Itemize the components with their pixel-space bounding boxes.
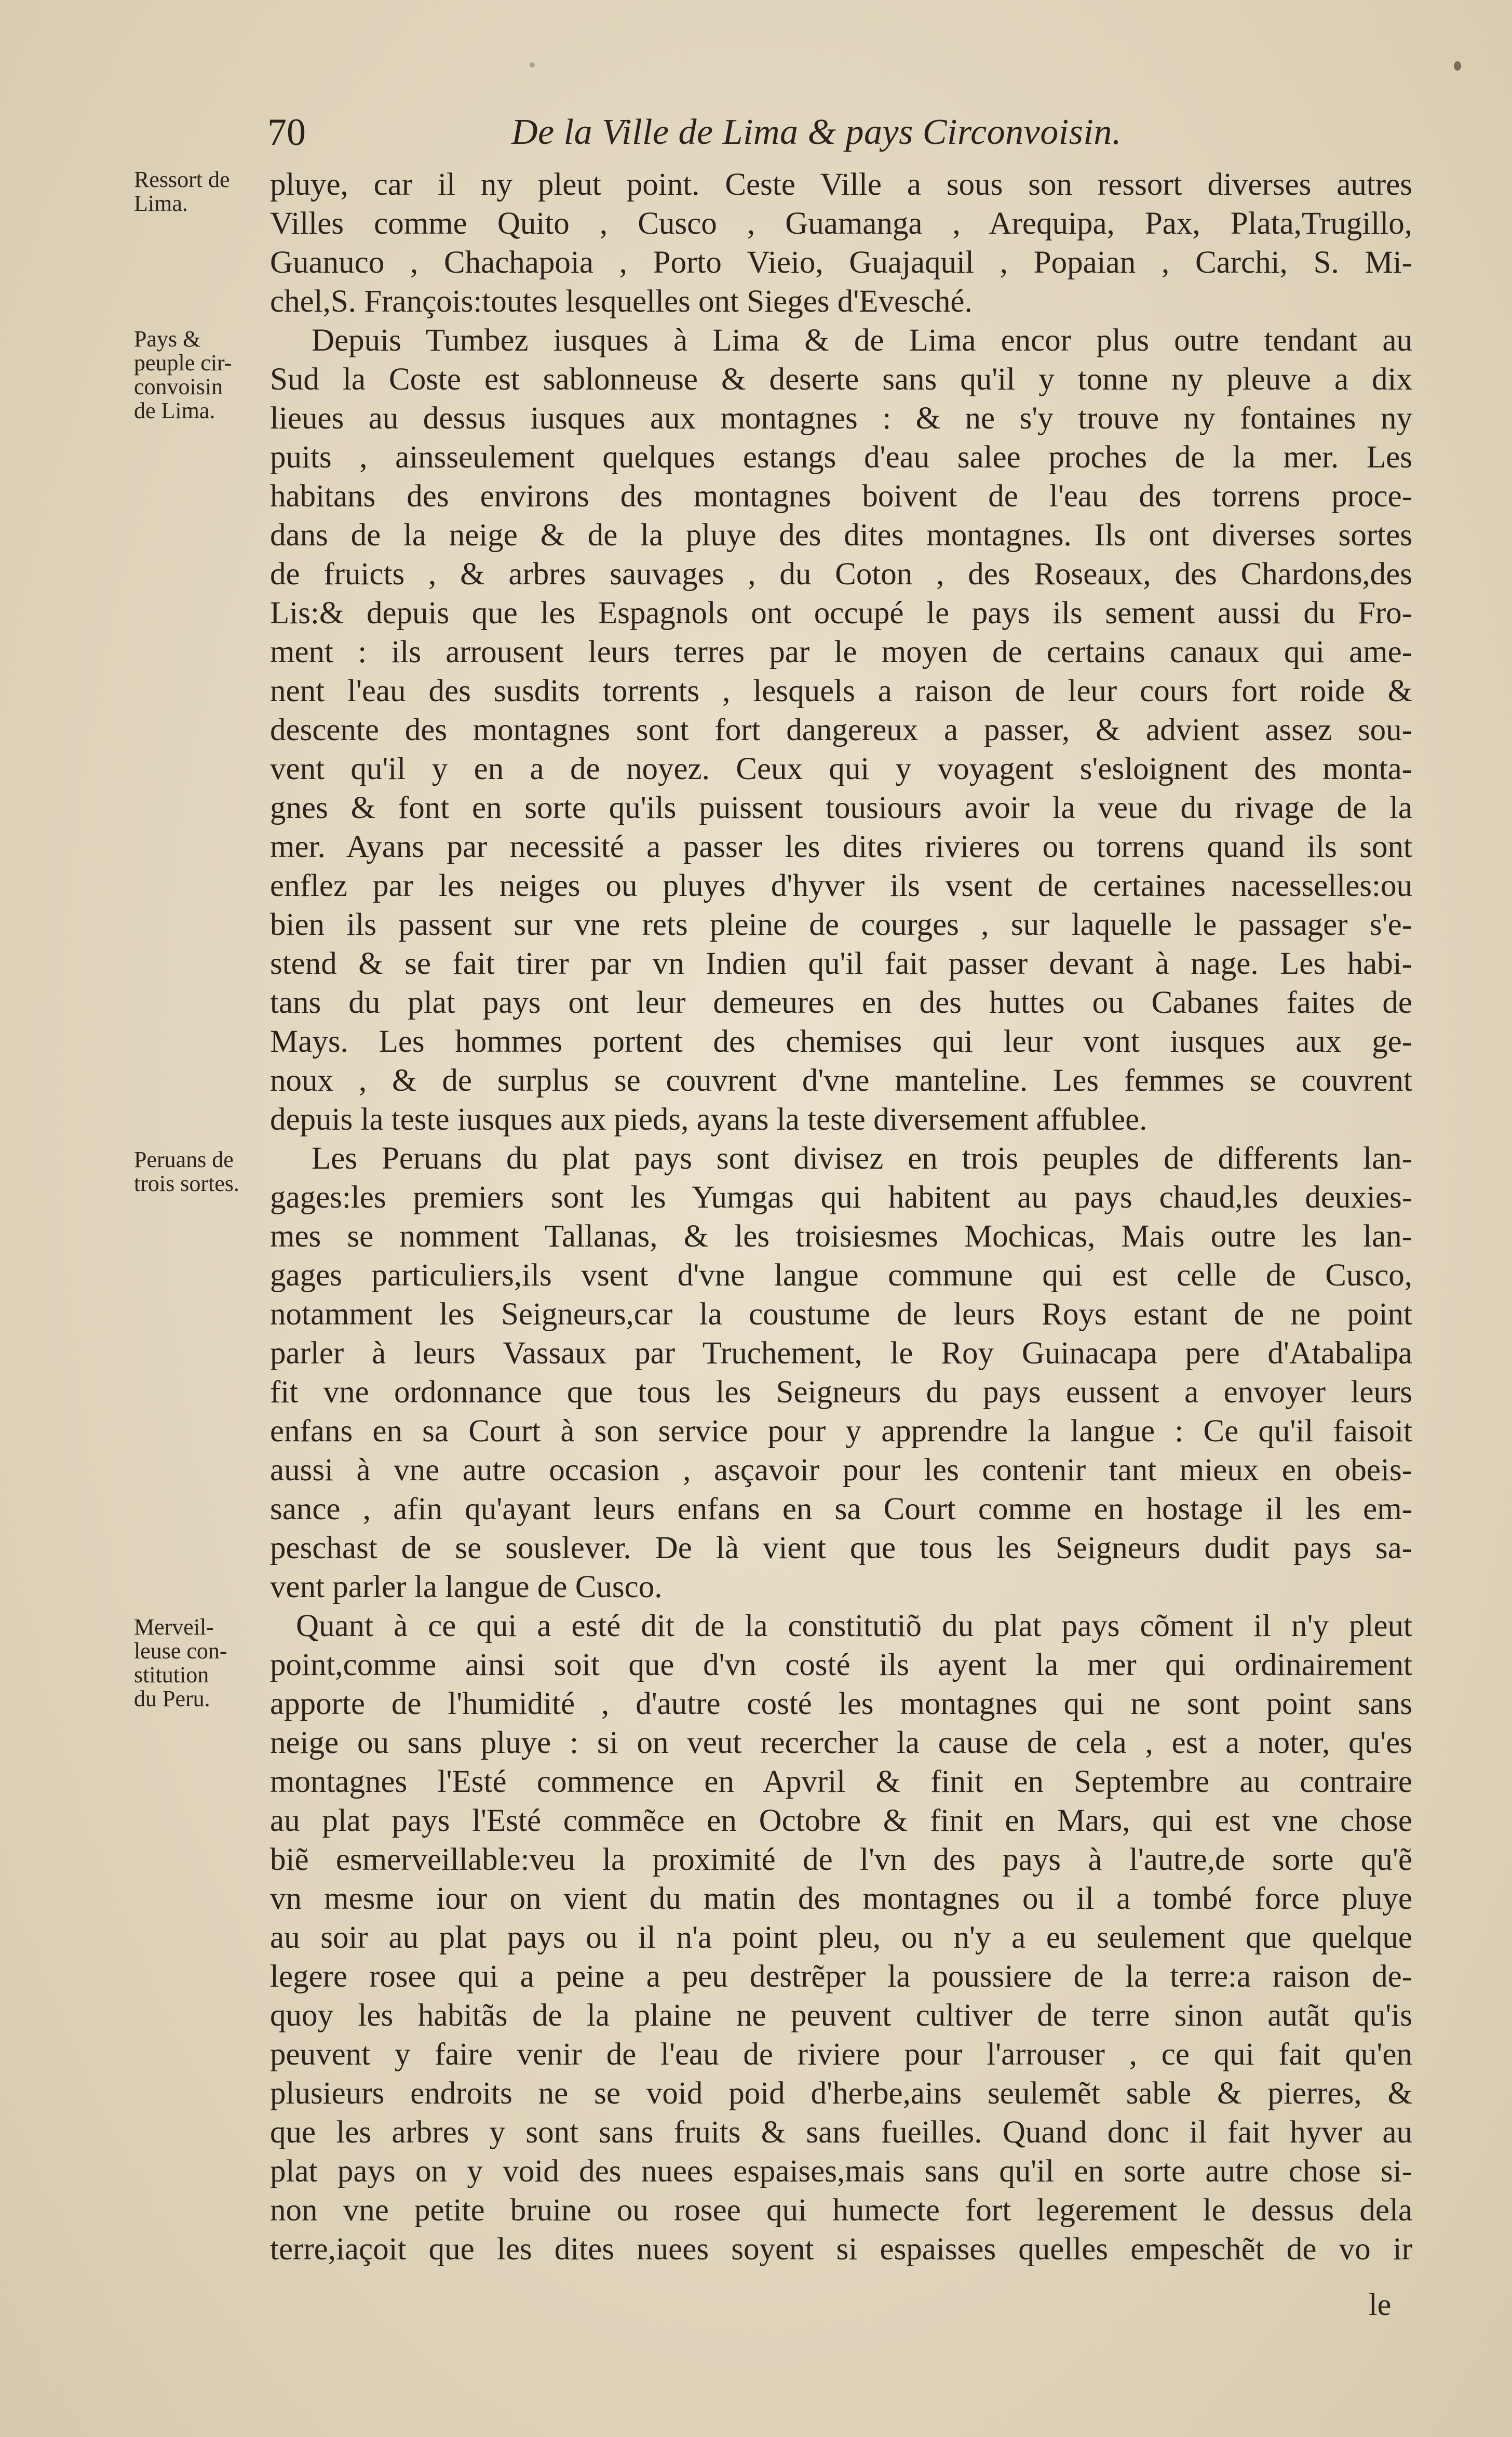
text-line: descente des montagnes sont fort dangereux a passer, & advient assez sou-: [270, 713, 1412, 747]
text-line: vn mesme iour on vient du matin des montagnes ou il a tombé force pluye: [270, 1881, 1412, 1916]
ink-speck: [530, 62, 535, 68]
margin-note-merveilleuse: Merveil- leuse con- stitution du Peru.: [134, 1614, 227, 1711]
text-line: depuis la teste iusques aux pieds, ayans la teste diversement affublee.: [270, 1102, 1148, 1137]
text-line: stend & se fait tirer par vn Indien qu'il fait passer devant à nage. Les habi-: [270, 946, 1412, 981]
text-line: que les arbres y sont sans fruits & sans fueilles. Quand donc il fait hyver au: [270, 2115, 1412, 2150]
text-line: gages particuliers,ils vsent d'vne langue commune qui est celle de Cusco,: [270, 1258, 1412, 1293]
text-line: Guanuco , Chachapoia , Porto Vieio, Guajaquil , Popaian , Carchi, S. Mi-: [270, 245, 1412, 280]
text-line: parler à leurs Vassaux par Truchement, le Roy Guinacapa pere d'Atabalipa: [270, 1336, 1412, 1371]
text-line: peschast de se souslever. De là vient que tous les Seigneurs dudit pays sa-: [270, 1531, 1412, 1565]
text-line: noux , & de surplus se couvrent d'vne manteline. Les femmes se couvrent: [270, 1063, 1412, 1098]
text-line: nent l'eau des susdits torrents , lesquels a raison de leur cours fort roide &: [270, 674, 1412, 708]
text-line: point,comme ainsi soit que d'vn costé ils ayent la mer qui ordinairement: [270, 1648, 1412, 1682]
catchword: le: [1369, 2287, 1392, 2322]
margin-note-pays: Pays & peuple cir- convoisin de Lima.: [134, 326, 232, 423]
text-line: enflez par les neiges ou pluyes d'hyver ils vsent de certaines nacesselles:ou: [270, 868, 1412, 903]
text-line: Lis:& depuis que les Espagnols ont occupé le pays ils sement aussi du Fro-: [270, 596, 1412, 631]
text-line: puits , ainsseulement quelques estangs d'eau salee proches de la mer. Les: [270, 440, 1412, 475]
text-line: ment : ils arrousent leurs terres par le moyen de certains canaux qui ame-: [270, 635, 1412, 669]
text-line: apporte de l'humidité , d'autre costé les montagnes qui ne sont point sans: [270, 1686, 1412, 1721]
page-number: 70: [267, 111, 306, 154]
text-line: sance , afin qu'ayant leurs enfans en sa Court comme en hostage il les em-: [270, 1492, 1412, 1527]
text-line: quoy les habitãs de la plaine ne peuvent cultiver de terre sinon autãt qu'is: [270, 1998, 1412, 2033]
text-line: Depuis Tumbez iusques à Lima & de Lima encor plus outre tendant au: [312, 323, 1412, 358]
text-line: au soir au plat pays ou il n'a point pleu, ou n'y a eu seulement que quelque: [270, 1920, 1412, 1955]
text-line: dans de la neige & de la pluye des dites montagnes. Ils ont diverses sortes: [270, 518, 1412, 553]
margin-note-peruans: Peruans de trois sortes.: [134, 1147, 239, 1196]
text-line: gnes & font en sorte qu'ils puissent tousiours avoir la veue du rivage de la: [270, 791, 1412, 825]
text-line: montagnes l'Esté commence en Apvril & finit en Septembre au contraire: [270, 1764, 1412, 1799]
text-line: habitans des environs des montagnes boivent de l'eau des torrens proce-: [270, 479, 1412, 514]
text-line: vent qu'il y en a de noyez. Ceux qui y voyagent s'esloignent des monta-: [270, 752, 1412, 786]
text-line: Les Peruans du plat pays sont divisez en trois peuples de differents lan-: [312, 1141, 1412, 1176]
text-line: plusieurs endroits ne se void poid d'herbe,ains seulemẽt sable & pierres, &: [270, 2076, 1412, 2111]
text-line: Quant à ce qui a esté dit de la constitutiõ du plat pays cõment il n'y pleut: [296, 1609, 1412, 1643]
text-line: non vne petite bruine ou rosee qui humecte fort legerement le dessus dela: [270, 2193, 1412, 2228]
text-line: peuvent y faire venir de l'eau de riviere pour l'arrouser , ce qui fait qu'en: [270, 2037, 1412, 2072]
running-title: De la Ville de Lima & pays Circonvoisin.: [511, 112, 1122, 152]
text-line: mes se nomment Tallanas, & les troisiesmes Mochicas, Mais outre les lan-: [270, 1219, 1412, 1254]
text-line: bien ils passent sur vne rets pleine de courges , sur laquelle le passager s'e-: [270, 907, 1412, 942]
ink-speck: [1454, 61, 1461, 71]
text-line: Villes comme Quito , Cusco , Guamanga , Arequipa, Pax, Plata,Trugillo,: [270, 206, 1412, 241]
text-line: enfans en sa Court à son service pour y apprendre la langue : Ce qu'il faisoit: [270, 1414, 1412, 1449]
text-line: aussi à vne autre occasion , asçavoir pour les contenir tant mieux en obeis-: [270, 1453, 1412, 1488]
text-line: pluye, car il ny pleut point. Ceste Ville a sous son ressort diverses autres: [270, 167, 1412, 202]
text-line: vent parler la langue de Cusco.: [270, 1570, 663, 1604]
text-line: de fruicts , & arbres sauvages , du Coton , des Roseaux, des Chardons,des: [270, 557, 1412, 592]
text-line: notamment les Seigneurs,car la coustume de leurs Roys estant de ne point: [270, 1297, 1412, 1332]
page-header: [267, 104, 1192, 161]
text-line: mer. Ayans par necessité a passer les dites rivieres ou torrens quand ils sont: [270, 829, 1412, 864]
text-line: legere rosee qui a peine a peu destrẽper la poussiere de la terre:a raison de-: [270, 1959, 1412, 1994]
text-line: au plat pays l'Esté commẽce en Octobre & finit en Mars, qui est vne chose: [270, 1803, 1412, 1838]
text-line: lieues au dessus iusques aux montagnes : & ne s'y trouve ny fontaines ny: [270, 401, 1412, 436]
text-line: Sud la Coste est sablonneuse & deserte sans qu'il y tonne ny pleuve a dix: [270, 362, 1412, 397]
text-line: biẽ esmerveillable:veu la proximité de l'vn des pays à l'autre,de sorte qu'ẽ: [270, 1842, 1412, 1877]
text-line: chel,S. François:toutes lesquelles ont Sieges d'Evesché.: [270, 284, 973, 319]
text-line: plat pays on y void des nuees espaises,mais sans qu'il en sorte autre chose si-: [270, 2154, 1412, 2189]
text-line: terre,iaçoit que les dites nuees soyent si espaisses quelles empeschẽt de vo ir: [270, 2232, 1412, 2267]
text-line: tans du plat pays ont leur demeures en des huttes ou Cabanes faites de: [270, 985, 1412, 1020]
margin-note-ressort: Ressort de Lima.: [134, 167, 230, 216]
text-line: fit vne ordonnance que tous les Seigneurs du pays eussent a envoyer leurs: [270, 1375, 1412, 1410]
text-line: gages:les premiers sont les Yumgas qui habitent au pays chaud,les deuxies-: [270, 1180, 1412, 1215]
text-line: Mays. Les hommes portent des chemises qui leur vont iusques aux ge-: [270, 1024, 1412, 1059]
text-line: neige ou sans pluye : si on veut recercher la cause de cela , est a noter, qu'es: [270, 1725, 1412, 1760]
